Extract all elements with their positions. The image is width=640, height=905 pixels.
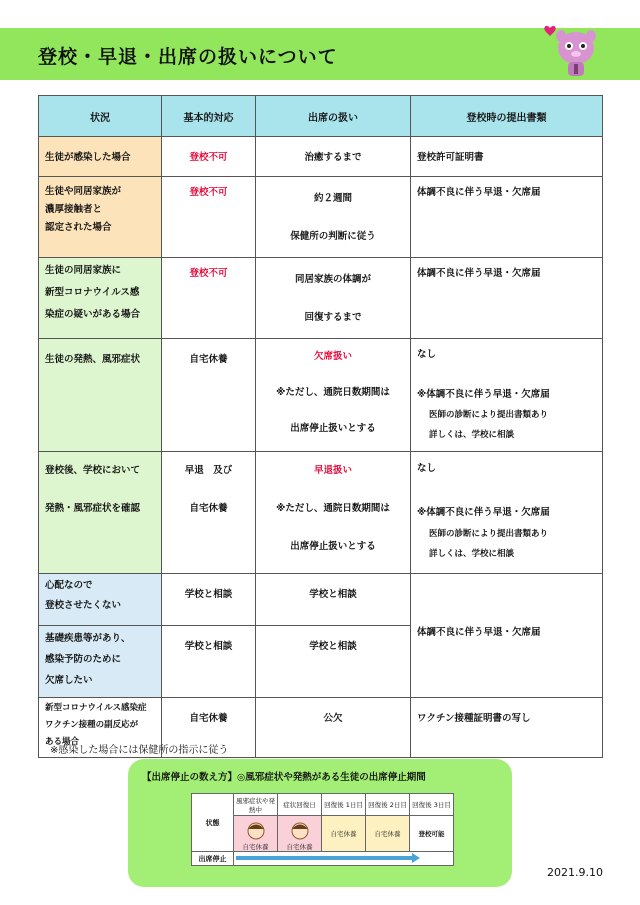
attendance-cell: 治癒するまで (256, 137, 411, 177)
documents-cell: 登校許可証明書 (411, 137, 603, 177)
table-row (39, 258, 603, 339)
table-row (39, 137, 603, 177)
documents-cell: 体調不良に伴う早退・欠席届 (411, 177, 603, 258)
response-cell: 登校不可 (162, 137, 256, 177)
attendance-cell: 約２週間 保健所の判断に従う (256, 177, 411, 258)
response-cell: 早退 及び 自宅休養 (162, 452, 256, 574)
response-cell: 登校不可 (162, 177, 256, 258)
attendance-cell: 公欠 (256, 698, 411, 758)
situation-cell: 生徒が感染した場合 (39, 137, 162, 177)
table-row (39, 177, 603, 258)
response-cell: 登校不可 (162, 258, 256, 339)
row-label: 状態 (192, 794, 234, 852)
table-header-row (39, 96, 603, 137)
attendance-cell: 同居家族の体調が 回復するまで (256, 258, 411, 339)
attendance-cell: 学校と相談 (256, 626, 411, 698)
attendance-cell: 早退扱い ※ただし、通院日数期間は 出席停止扱いとする (256, 452, 411, 574)
situation-cell: 心配なので 登校させたくない (39, 574, 162, 626)
stop-arrow-cell (234, 852, 454, 866)
recovering-child-icon (289, 822, 311, 840)
header-situation: 状況 (39, 96, 162, 137)
situation-cell: 生徒や同居家族が 濃厚接触者と 認定された場合 (39, 177, 162, 258)
documents-cell: なし ※体調不良に伴う早退・欠席届 医師の診断により提出書類あり 詳しくは、学校に相談 (411, 452, 603, 574)
stop-label: 出席停止 (192, 852, 234, 866)
documents-cell: 体調不良に伴う早退・欠席届 (411, 258, 603, 339)
response-cell: 自宅休養 (162, 698, 256, 758)
attendance-table (38, 95, 603, 758)
schedule-table (191, 793, 454, 866)
schedule-head: 回復後 3日目 (410, 794, 454, 816)
header-documents: 登校時の提出書類 (411, 96, 603, 137)
header-attendance: 出席の扱い (256, 96, 411, 137)
page-title: 登校・早退・出席の扱いについて (38, 46, 338, 68)
response-cell: 学校と相談 (162, 626, 256, 698)
situation-cell: 生徒の発熱、風邪症状 (39, 339, 162, 452)
schedule-head: 回復後 1日目 (322, 794, 366, 816)
table-row (39, 452, 603, 574)
schedule-cell: 自宅休養 (366, 816, 410, 852)
header-response: 基本的対応 (162, 96, 256, 137)
situation-cell: 新型コロナウイルス感染症 ワクチン接種の副反応が ある場合 (39, 698, 162, 758)
situation-cell: 基礎疾患等があり、 感染予防のために 欠席したい (39, 626, 162, 698)
attendance-cell: 欠席扱い ※ただし、通院日数期間は 出席停止扱いとする (256, 339, 411, 452)
response-cell: 学校と相談 (162, 574, 256, 626)
schedule-head: 回復後 2日目 (366, 794, 410, 816)
schedule-cell: 自宅休養 (322, 816, 366, 852)
schedule-cell: 自宅休養 (234, 816, 278, 852)
stop-period-arrow-icon (236, 853, 456, 863)
footnote: ※感染した場合には保健所の指示に従う (50, 745, 229, 756)
table-row (39, 339, 603, 452)
documents-cell: 体調不良に伴う早退・欠席届 (411, 574, 603, 698)
schedule-title: 【出席停止の数え方】◎風邪症状や発熱がある生徒の出席停止期間 (142, 772, 426, 783)
response-cell: 自宅休養 (162, 339, 256, 452)
sick-child-icon (245, 822, 267, 840)
attendance-cell: 学校と相談 (256, 574, 411, 626)
documents-cell: ワクチン接種証明書の写し (411, 698, 603, 758)
schedule-cell: 登校可能 (410, 816, 454, 852)
issue-date: 2021.9.10 (547, 866, 603, 879)
mascot-icon (542, 20, 602, 80)
schedule-head: 症状回復日 (278, 794, 322, 816)
schedule-panel (128, 759, 512, 887)
documents-cell: なし ※体調不良に伴う早退・欠席届 医師の診断により提出書類あり 詳しくは、学校に相談 (411, 339, 603, 452)
table-row (39, 574, 603, 626)
schedule-cell: 自宅休養 (278, 816, 322, 852)
situation-cell: 生徒の同居家族に 新型コロナウイルス感 染症の疑いがある場合 (39, 258, 162, 339)
situation-cell: 登校後、学校において 発熱・風邪症状を確認 (39, 452, 162, 574)
schedule-head: 風邪症状や発熱中 (234, 794, 278, 816)
